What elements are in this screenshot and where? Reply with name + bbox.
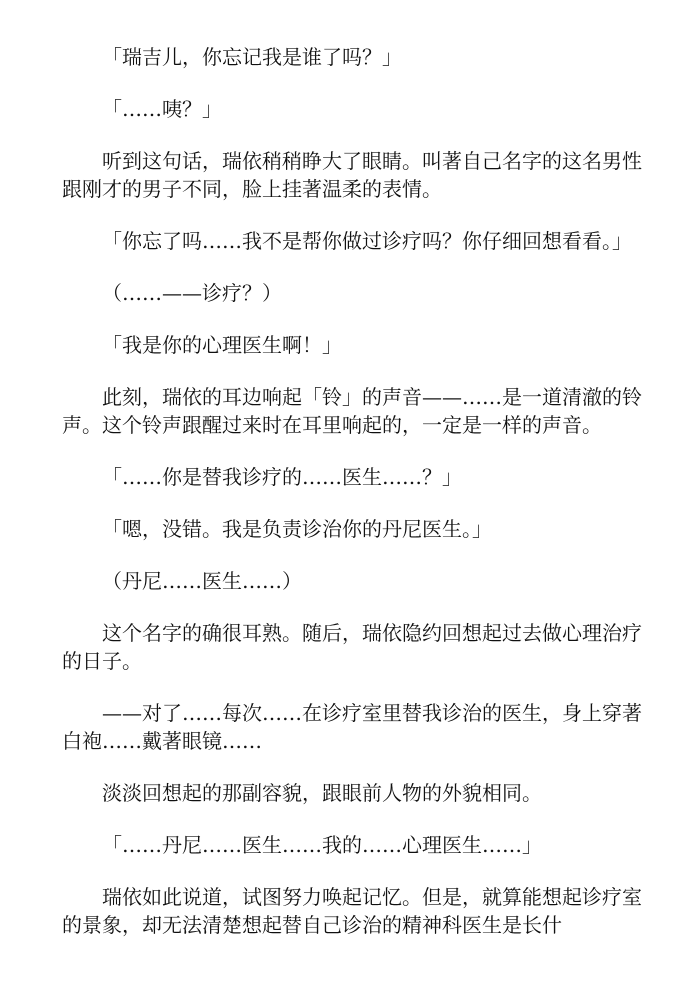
paragraph: 淡淡回想起的那副容貌，跟眼前人物的外貌相同。 xyxy=(102,781,542,805)
paragraph: （丹尼……医生……） xyxy=(102,569,302,593)
paragraph: 「……咦？」 xyxy=(102,97,222,121)
paragraph: 这个名字的确很耳熟。随后，瑞依隐约回想起过去做心理治疗的日子。 xyxy=(62,621,642,673)
paragraph: ——对了……每次……在诊疗室里替我诊治的医生，身上穿著白袍……戴著眼镜…… xyxy=(62,701,642,753)
paragraph: 「我是你的心理医生啊！」 xyxy=(102,333,342,357)
paragraph: （……——诊疗？） xyxy=(102,281,282,305)
paragraph: 「嗯，没错。我是负责诊治你的丹尼医生。」 xyxy=(102,517,492,541)
paragraph: 「瑞吉儿，你忘记我是谁了吗？」 xyxy=(102,45,402,69)
document-page xyxy=(62,43,642,963)
paragraph: 「你忘了吗……我不是帮你做过诊疗吗？你仔细回想看看。」 xyxy=(102,229,632,253)
paragraph: 瑞依如此说道，试图努力唤起记忆。但是，就算能想起诊疗室的景象，却无法清楚想起替自己诊治的精神科医生是长什 xyxy=(62,885,642,937)
paragraph: 「……丹尼……医生……我的……心理医生……」 xyxy=(102,833,542,857)
paragraph: 此刻，瑞依的耳边响起「铃」的声音——……是一道清澈的铃声。这个铃声跟醒过来时在耳里响起的，一定是一样的声音。 xyxy=(62,385,642,437)
paragraph: 听到这句话，瑞依稍稍睁大了眼睛。叫著自己名字的这名男性跟刚才的男子不同，脸上挂著温柔的表情。 xyxy=(62,149,642,201)
paragraph: 「……你是替我诊疗的……医生……？」 xyxy=(102,465,462,489)
